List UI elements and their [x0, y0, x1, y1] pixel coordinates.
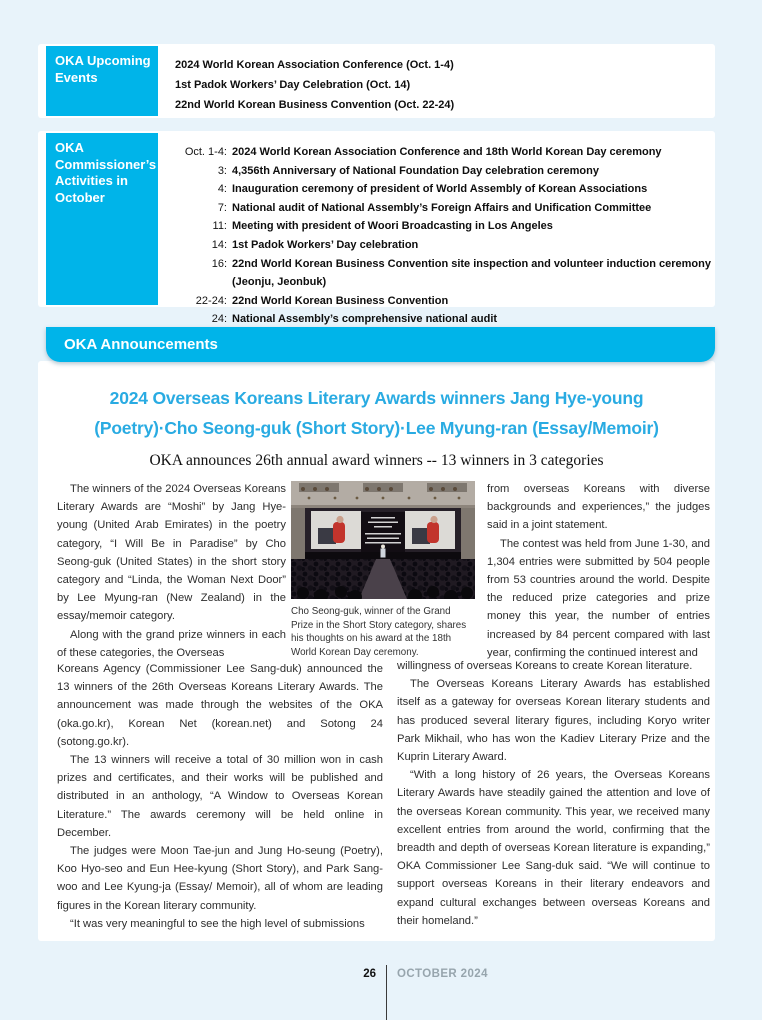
- article-subtitle: OKA announces 26th annual award winners -- 13 winners in 3 categories: [149, 452, 604, 469]
- activity-date: 16:: [211, 257, 227, 270]
- article-title-line2: (Poetry)·Cho Seong-guk (Short Story)·Lee Myung-ran (Essay/Memoir): [94, 418, 659, 438]
- photo-caption: Cho Seong-guk, winner of the Grand Prize in the Short Story category, shares his thoughts on his award at the 18th World Korean Day ceremony.: [291, 606, 467, 658]
- announcements-banner: [46, 327, 715, 362]
- activity-description: National Assembly’s comprehensive national audit: [232, 313, 498, 326]
- activity-date: 3:: [217, 164, 227, 177]
- upcoming-events-section: [38, 44, 715, 118]
- activity-date: 22-24:: [195, 294, 227, 307]
- article-paragraph: The Overseas Koreans Literary Awards has established itself as a gateway for overseas Korean literary students and has produced several literary figures, including Koryo writer Park Mikhail, who has won the Kadiev Literary Prize and the Kuprin Literary Award.: [397, 678, 710, 764]
- article: [38, 361, 715, 941]
- activities-list: [175, 143, 715, 329]
- article-paragraph: “With a long history of 26 years, the Overseas Koreans Literary Awards have steadily gained the attention and love of the overseas Korean community. This year, we received many excellent entries from around the world, confirming that the breadth and depth of overseas Korean literature is expanding,” OKA Commissioner Lee Sang-duk said. “We will continue to support overseas Koreans in their literary endeavors and expand cultural exchanges between overseas Koreans and their homeland.”: [397, 769, 710, 927]
- activity-description: 4,356th Anniversary of National Foundation Day celebration ceremony: [232, 164, 599, 177]
- activity-date: 4:: [217, 183, 227, 196]
- event-item: 2024 World Korean Association Conference (Oct. 1-4): [175, 59, 454, 71]
- article-paragraph: The winners of the 2024 Overseas Koreans Literary Awards are “Moshi” by Jang Hye-young (United Arab Emirates) in the poetry category, “I Will Be in Paradise” by Cho Seong-guk (United States) in the short story category and “Linda, the Woman Next Door” by Lee Myung-ran (New Zealand) in the essay/memoir category.: [57, 483, 286, 623]
- activity-date: 24:: [211, 313, 227, 326]
- activity-row: [175, 180, 715, 199]
- event-item: 1st Padok Workers’ Day Celebration (Oct. 14): [175, 79, 411, 91]
- article-paragraph: Along with the grand prize winners in each of these categories, the Overseas: [57, 628, 286, 659]
- activity-description: 22nd World Korean Business Convention: [232, 294, 449, 307]
- activity-description: National audit of National Assembly’s Foreign Affairs and Unification Committee: [232, 201, 652, 214]
- article-paragraph: Koreans Agency (Commissioner Lee Sang-duk) announced the 13 winners of the 26th Overseas Koreans Literary Awards. The announcement was made through the websites of the OKA (oka.go.kr), Korean Net (korean.net) and Sotong 24 (sotong.go.kr).: [57, 663, 383, 748]
- announcements-banner-label: OKA Announcements: [64, 336, 218, 353]
- footer-divider: [386, 965, 387, 1020]
- article-figure: [291, 481, 475, 659]
- issue-label: OCTOBER 2024: [397, 968, 488, 980]
- article-paragraph: The 13 winners will receive a total of 30 million won in cash prizes and certificates, and their works will be published and distributed in an anthology, “A Window to Overseas Korean Literature.” The awards ceremony will be held online in December.: [57, 754, 383, 839]
- activity-row: [175, 162, 715, 181]
- activity-description: 2024 World Korean Association Conference and 18th World Korean Day ceremony: [232, 146, 662, 158]
- commissioner-activities-label: OKA Commissioner’s Activities in October: [46, 133, 158, 305]
- article-column-bottom-right: [397, 657, 710, 930]
- article-title: [38, 383, 715, 443]
- activity-description: Meeting with president of Woori Broadcasting in Los Angeles: [232, 220, 553, 233]
- article-paragraph: from overseas Koreans with diverse backgrounds and experiences,” the judges said in a joint statement.: [487, 483, 710, 532]
- event-item: 22nd World Korean Business Convention (Oct. 22-24): [175, 99, 455, 111]
- article-column-top-right: [487, 480, 710, 662]
- activity-description: 22nd World Korean Business Convention site inspection and volunteer induction ceremony (Jeonju, Jeonbuk): [232, 257, 711, 289]
- activity-date: Oct. 1-4:: [184, 146, 227, 158]
- article-paragraph: The contest was held from June 1-30, and 1,304 entries were submitted by 504 people from 53 countries around the world. Despite the reduced prize categories and prize money this year, the number of entries increased by 84 percent compared with last year, confirming the continued interest and: [487, 537, 710, 659]
- article-title-line1: 2024 Overseas Koreans Literary Awards winners Jang Hye-young: [109, 388, 644, 408]
- activity-date: 14:: [211, 238, 227, 251]
- activity-description: 1st Padok Workers’ Day celebration: [232, 238, 419, 251]
- activity-row: [175, 236, 715, 255]
- activity-row: [175, 143, 715, 162]
- commissioner-activities-section: [38, 131, 715, 326]
- article-paragraph: “It was very meaningful to see the high level of submissions: [70, 917, 365, 930]
- activity-date: 11:: [212, 220, 227, 233]
- activity-row: [175, 255, 715, 292]
- upcoming-events-list: [175, 55, 454, 115]
- article-column-bottom-left: [57, 660, 383, 933]
- activity-description: Inauguration ceremony of president of World Assembly of Korean Associations: [232, 183, 648, 196]
- activity-row: [175, 292, 715, 311]
- activity-date: 7:: [217, 201, 227, 214]
- ceremony-photo: [291, 481, 475, 599]
- upcoming-events-label: OKA Upcoming Events: [46, 46, 158, 116]
- activity-row: [175, 217, 715, 236]
- article-column-top-left: [57, 480, 286, 662]
- activity-row: [175, 199, 715, 218]
- page-number: 26: [363, 968, 376, 980]
- article-paragraph: The judges were Moon Tae-jun and Jung Ho-seung (Poetry), Koo Hyo-seo and Eun Hee-kyung (Short Story), and Park Sang-woo and Lee Kyung-ja (Essay/ Memoir), all of whom are leading figures in the Korean literary community.: [57, 845, 383, 912]
- article-paragraph: willingness of overseas Koreans to create Korean literature.: [397, 660, 693, 672]
